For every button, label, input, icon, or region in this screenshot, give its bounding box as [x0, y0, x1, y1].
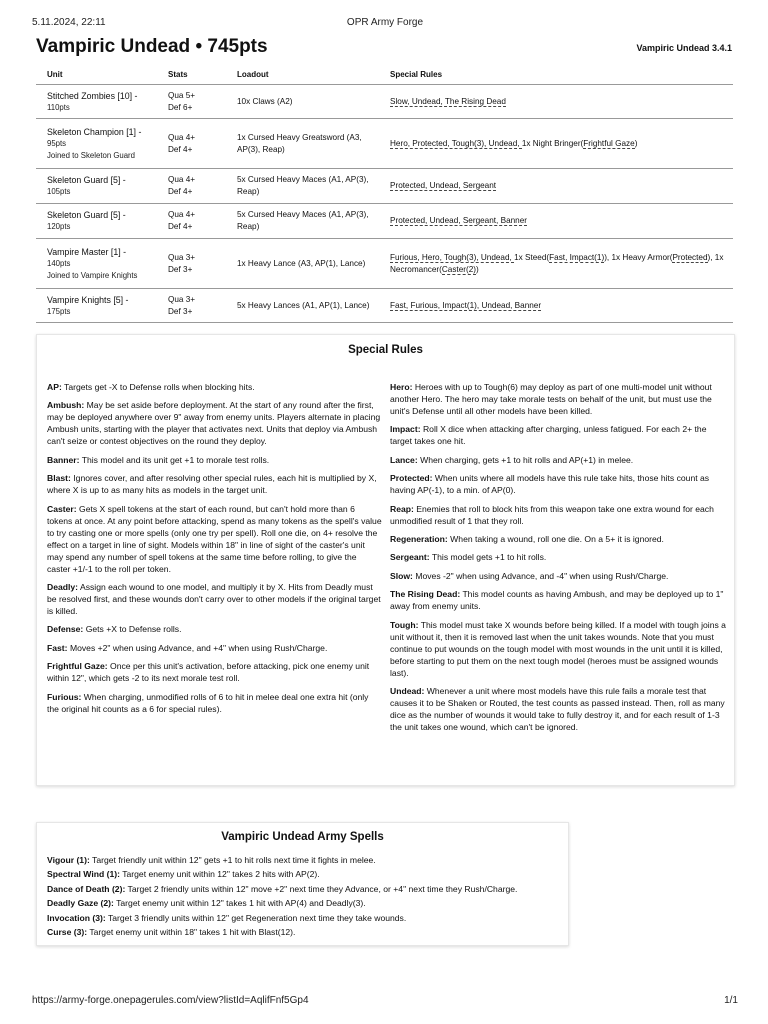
spell-name: Dance of Death (2):: [47, 883, 126, 894]
spell-list: [47, 853, 560, 939]
table-row: [36, 169, 733, 204]
special-rule-item: [47, 381, 382, 393]
rule-link[interactable]: Frightful Gaze: [583, 138, 635, 148]
special-rule-item: [390, 503, 726, 527]
special-rule-text: When charging, gets +1 to hit rolls and AP(+1) in melee.: [420, 454, 634, 465]
table-row: [36, 289, 733, 323]
spell-text: Target enemy unit within 18" takes 1 hit with Blast(12).: [89, 927, 296, 938]
special-rule-item: [390, 588, 726, 612]
special-rule-name: Deadly:: [47, 581, 79, 592]
special-rules-cell: [379, 85, 733, 119]
loadout-cell: 10x Claws (A2): [226, 85, 379, 119]
stats-cell: [157, 289, 226, 323]
spell-text: Target 2 friendly units within 12" move +2" next time they Advance, or +4" next time they Rush/Charge.: [127, 883, 518, 894]
special-rule-item: [390, 551, 726, 563]
army-version: Vampiric Undead 3.4.1: [636, 43, 732, 53]
special-rule-text: Heroes with up to Tough(6) may deploy as part of one multi-model unit without another Hero. The hero may take morale tests on behalf of the unit, but must use the unit's Defense until all other models have been killed.: [390, 382, 712, 416]
stats-cell: [157, 239, 226, 289]
stats-cell: [157, 204, 226, 239]
defense-stat: Def 6+: [168, 102, 193, 112]
special-rule-text: Moves +2" when using Advance, and +4" when using Rush/Charge.: [69, 642, 328, 653]
special-rule-item: [390, 381, 726, 417]
spell-text: Target 3 friendly units within 12" get Regeneration next time they take wounds.: [107, 912, 407, 923]
spell-name: Curse (3):: [47, 927, 88, 938]
special-rule-name: Protected:: [390, 473, 433, 484]
unit-name: Skeleton Guard [5] -: [47, 210, 126, 220]
unit-joined: Joined to Vampire Knights: [47, 270, 138, 280]
special-rule-item: [390, 472, 726, 496]
spell-name: Spectral Wind (1):: [47, 869, 120, 880]
loadout-cell: 5x Cursed Heavy Maces (A1, AP(3), Reap): [226, 169, 379, 204]
stats-cell: [157, 85, 226, 119]
unit-cell: [36, 204, 157, 239]
special-rule-item: [47, 642, 382, 654]
spell-name: Deadly Gaze (2):: [47, 898, 114, 909]
special-rule-name: Frightful Gaze:: [47, 661, 108, 672]
special-rule-item: [390, 533, 726, 545]
special-rule-name: Impact:: [390, 424, 421, 435]
special-rule-name: AP:: [47, 382, 62, 392]
special-rule-item: [47, 581, 382, 617]
special-rule-text: This model must take X wounds before being killed. If a model with tough joins a unit without it, then it is removed last when the unit takes wounds. Note that you must continue to put wounds on the tough model with most wounds in the unit until it is killed, before starting to put them on the next tough model (heroes must be assigned wounds last).: [390, 619, 726, 678]
special-rule-item: [47, 454, 382, 466]
special-rule-name: Slow:: [390, 570, 413, 581]
rule-text: 1x Steed(: [514, 252, 550, 262]
col-loadout: Loadout: [226, 64, 379, 85]
spell-name: Vigour (1):: [47, 855, 90, 865]
special-rule-name: Banner:: [47, 454, 80, 465]
loadout-cell: 1x Cursed Heavy Greatsword (A3, AP(3), Reap): [226, 119, 379, 169]
quality-stat: Qua 5+: [168, 90, 196, 100]
special-rule-text: Whenever a unit where most models have this rule fails a morale test that causes it to be Shaken or Routed, the test counts as passed instead. Then, roll as many dice as the number of wounds it would take to fully destroy it, and for each result of 1-3 the unit takes one wound, which can't be ignored.: [390, 685, 725, 732]
special-rule-name: Furious:: [47, 691, 82, 702]
loadout-cell: 1x Heavy Lance (A3, AP(1), Lance): [226, 239, 379, 289]
special-rule-text: Ignores cover, and after resolving other special rules, each hit is multiplied by X, where X is up to as many hits as models in the target unit.: [47, 473, 377, 496]
special-rule-text: Gets +X to Defense rolls.: [85, 624, 182, 635]
special-rule-item: [390, 685, 726, 733]
special-rule-item: [47, 623, 382, 635]
rule-link[interactable]: Fast, Impact(1): [549, 252, 605, 262]
unit-joined: Joined to Skeleton Guard: [47, 150, 135, 160]
special-rule-text: Once per this unit's activation, before attacking, pick one enemy unit within 12", which gets -2 to its next morale test roll.: [47, 661, 370, 684]
spell-text: Target enemy unit within 12" takes 1 hit with AP(4) and Deadly(3).: [116, 898, 366, 909]
special-rule-text: This model gets +1 to hit rolls.: [431, 552, 547, 563]
special-rule-item: [47, 472, 382, 496]
defense-stat: Def 4+: [168, 222, 193, 231]
rule-text: ): [634, 138, 638, 148]
special-rule-name: Ambush:: [47, 400, 85, 411]
special-rules-cell: [379, 239, 733, 289]
quality-stat: Qua 4+: [168, 210, 196, 219]
special-rule-item: [47, 503, 382, 575]
special-rule-item: [47, 399, 382, 447]
special-rule-text: Moves -2" when using Advance, and -4" when using Rush/Charge.: [415, 570, 669, 581]
special-rules-cell: [379, 289, 733, 323]
special-rules-title: Special Rules: [348, 344, 423, 356]
col-unit: Unit: [36, 64, 157, 85]
unit-cell: [36, 119, 157, 169]
spell-item: [47, 882, 560, 896]
army-spells-section: [36, 822, 569, 946]
special-rule-text: Assign each wound to one model, and multiply it by X. Hits from Deadly must be resolved first, and these wounds don't carry over to other models if the original target is killed.: [47, 581, 381, 616]
spell-item: [47, 867, 560, 881]
special-rule-text: Gets X spell tokens at the start of each round, but can't hold more than 6 tokens at once. At any point before attacking, spend as many tokens as the spell's value to try casting one or more spells (only one try per spell). Roll one die, on 4+ resolve the effect on a target in line of sight. Models within 18" in line of sight of the caster's unit may spend any number of spell tokens at the same time before rolling, to give the caster +1/-1 to the roll per token.: [47, 503, 382, 574]
spell-text: Target friendly unit within 12" gets +1 to hit rolls next time it fights in melee.: [92, 855, 376, 865]
unit-name: Vampire Knights [5] -: [47, 294, 129, 305]
quality-stat: Qua 3+: [168, 252, 196, 262]
unit-points: 120pts: [47, 222, 71, 231]
rule-text: ): [476, 264, 479, 274]
unit-points: 110pts: [47, 102, 70, 112]
special-rules-section: [36, 334, 735, 786]
special-rule-text: When taking a wound, roll one die. On a 5+ it is ignored.: [450, 533, 664, 544]
special-rule-name: Blast:: [47, 473, 71, 484]
special-rule-text: May be set aside before deployment. At the start of any round after the first, may be deployed anywhere over 9" away from enemy units. Players alternate in placing Ambush units, starting with the player that activates next. Units that deploy via Ambush can't seize or contest objectives on the round they deploy.: [47, 400, 381, 447]
special-rule-item: [390, 423, 726, 447]
special-rules-cell: [379, 204, 733, 239]
army-title: Vampiric Undead • 745pts: [36, 36, 268, 57]
special-rule-item: [390, 454, 726, 466]
table-row: [36, 204, 733, 239]
col-stats: Stats: [157, 64, 226, 85]
special-rule-name: Tough:: [390, 619, 419, 630]
stats-cell: [157, 169, 226, 204]
special-rule-text: This model counts as having Ambush, and may be deployed up to 1" away from enemy units.: [390, 589, 724, 612]
unit-points: 95pts: [47, 138, 67, 148]
unit-table-header: [36, 64, 733, 85]
rule-link[interactable]: Protected: [672, 252, 708, 262]
col-special-rules: Special Rules: [379, 64, 733, 85]
special-rules-left-column: [47, 381, 382, 721]
unit-cell: [36, 85, 157, 119]
defense-stat: Def 4+: [168, 187, 193, 196]
special-rule-name: Caster:: [47, 503, 77, 514]
special-rule-text: Targets get -X to Defense rolls when blocking hits.: [64, 382, 255, 392]
rule-link[interactable]: Protected, Undead, Sergeant, Banner: [390, 216, 528, 225]
special-rule-name: Regeneration:: [390, 533, 448, 544]
table-row: [36, 239, 733, 289]
quality-stat: Qua 4+: [168, 175, 196, 184]
page-number: 1/1: [724, 995, 738, 1006]
special-rules-cell: [379, 169, 733, 204]
table-row: [36, 119, 733, 169]
rule-link[interactable]: Hero, Protected, Tough(3), Undead,: [390, 138, 522, 148]
rule-link[interactable]: Furious, Hero, Tough(3), Undead,: [390, 252, 515, 262]
army-spells-title: Vampiric Undead Army Spells: [221, 831, 384, 843]
table-row: [36, 85, 733, 119]
print-header: [32, 17, 738, 31]
special-rules-cell: [379, 119, 733, 169]
unit-cell: [36, 169, 157, 204]
unit-name: Skeleton Champion [1] -: [47, 126, 142, 137]
special-rule-item: [390, 570, 726, 582]
quality-stat: Qua 4+: [168, 132, 196, 142]
rule-text: ), 1x Necromancer(: [390, 252, 724, 274]
unit-cell: [36, 289, 157, 323]
special-rule-name: Fast:: [47, 642, 68, 653]
special-rule-name: Lance:: [390, 454, 418, 465]
rule-link[interactable]: Protected, Undead, Sergeant: [390, 181, 497, 190]
spell-item: [47, 896, 560, 910]
special-rule-text: When units where all models have this rule take hits, those hits count as having AP(-1), to a min. of AP(0).: [390, 473, 710, 496]
spell-item: [47, 853, 560, 867]
defense-stat: Def 4+: [168, 144, 193, 154]
special-rule-name: The Rising Dead:: [390, 589, 461, 600]
spell-item: [47, 925, 560, 939]
special-rule-text: Roll X dice when attacking after charging, unless fatigued. For each 2+ the target takes one hit.: [390, 424, 707, 447]
spell-item: [47, 911, 560, 925]
rule-link[interactable]: Caster(2): [441, 264, 476, 274]
loadout-cell: 5x Heavy Lances (A1, AP(1), Lance): [226, 289, 379, 323]
defense-stat: Def 3+: [168, 264, 193, 274]
special-rule-name: Undead:: [390, 685, 425, 696]
unit-points: 140pts: [47, 258, 71, 268]
print-title: OPR Army Forge: [346, 17, 424, 28]
unit-table: [36, 64, 733, 323]
print-footer: [32, 995, 738, 1009]
special-rule-name: Reap:: [390, 503, 414, 514]
army-header: [36, 36, 732, 62]
special-rule-text: This model and its unit get +1 to morale test rolls.: [81, 454, 270, 465]
special-rule-text: Enemies that roll to block hits from this weapon take one extra wound for each unmodified result of 1 that they roll.: [390, 503, 714, 526]
spell-text: Target enemy unit within 12" takes 2 hits with AP(2).: [122, 869, 320, 880]
rule-text: ), 1x Heavy Armor(: [604, 252, 673, 262]
rule-link[interactable]: Fast, Furious, Impact(1), Undead, Banner: [390, 300, 542, 310]
print-url: https://army-forge.onepagerules.com/view?listId=AqlifFnf5Gp4: [32, 995, 309, 1006]
defense-stat: Def 3+: [168, 306, 193, 316]
special-rule-text: When charging, unmodified rolls of 6 to hit in melee deal one extra hit (only the original hit counts as a 6 for special rules).: [47, 691, 369, 714]
special-rule-name: Hero:: [390, 382, 413, 392]
quality-stat: Qua 3+: [168, 294, 196, 304]
print-date: 5.11.2024, 22:11: [32, 17, 106, 28]
rule-text: 1x Night Bringer(: [521, 138, 584, 148]
special-rule-name: Defense:: [47, 624, 84, 635]
unit-name: Vampire Master [1] -: [47, 246, 127, 257]
special-rule-item: [47, 691, 382, 715]
unit-points: 105pts: [47, 187, 71, 196]
stats-cell: [157, 119, 226, 169]
loadout-cell: 5x Cursed Heavy Maces (A1, AP(3), Reap): [226, 204, 379, 239]
special-rule-name: Sergeant:: [390, 552, 430, 563]
unit-name: Stitched Zombies [10] -: [47, 90, 138, 101]
rule-link[interactable]: Slow, Undead, The Rising Dead: [390, 96, 506, 106]
unit-cell: [36, 239, 157, 289]
unit-points: 175pts: [47, 306, 71, 316]
special-rule-item: [390, 619, 726, 679]
special-rule-item: [47, 660, 382, 684]
spell-name: Invocation (3):: [47, 912, 106, 923]
unit-name: Skeleton Guard [5] -: [47, 175, 126, 185]
special-rules-right-column: [390, 381, 726, 739]
